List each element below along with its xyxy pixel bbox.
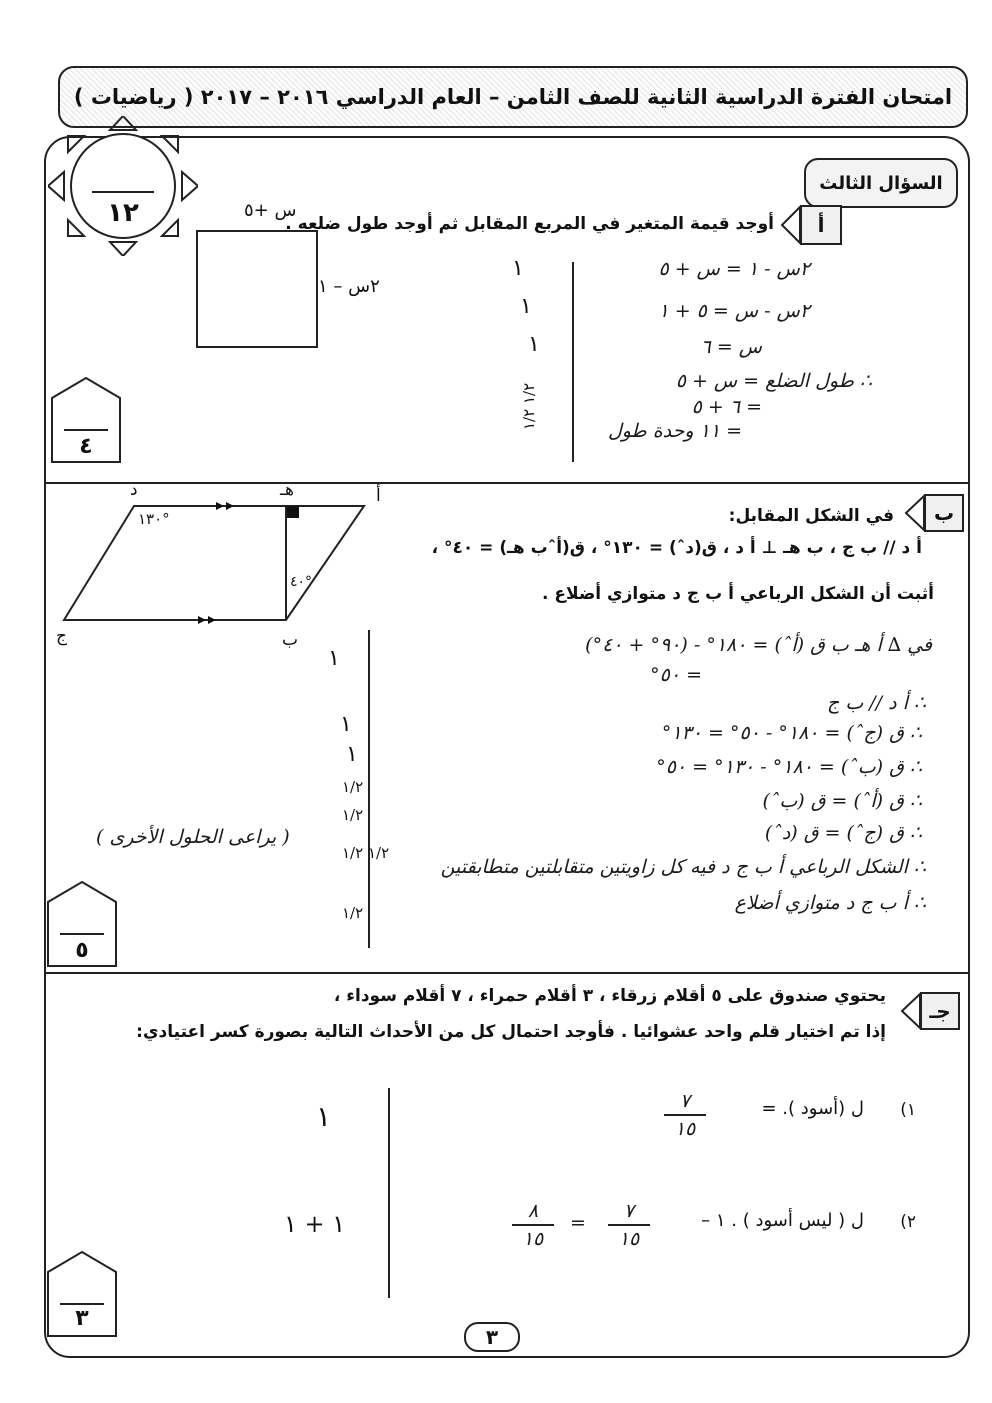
item2-frac1-den: ١٥ <box>618 1228 640 1250</box>
part-b-step: ∴ أ د // ب ج <box>827 692 926 714</box>
part-a-mark: ١ <box>512 256 524 281</box>
fraction-bar <box>664 1114 706 1116</box>
part-a-step: ٢س - ١ = س + ٥ <box>658 258 810 280</box>
item2-frac2-num: ٨ <box>527 1200 539 1222</box>
question-title: السؤال الثالث <box>804 158 958 208</box>
part-b-step: = ٥٠° <box>650 664 702 686</box>
item1-fraction <box>660 1090 710 1140</box>
part-a-arrow <box>780 205 802 245</box>
part-c-line1: يحتوي صندوق على ٥ أقلام زرقاء ، ٣ أقلام حمراء ، ٧ أقلام سوداء ، <box>333 986 886 1006</box>
section-divider <box>44 482 970 484</box>
part-b-step: ∴ ق (أˆ) = ق (بˆ) <box>762 790 922 812</box>
part-b-intro: في الشكل المقابل: <box>728 506 894 526</box>
vertex-label-d: د <box>130 480 138 500</box>
fraction-bar <box>608 1224 650 1226</box>
vertex-label-b: ب <box>282 630 299 650</box>
total-score-seal <box>48 116 198 256</box>
part-b-score: ٥ <box>75 938 89 963</box>
square-figure <box>196 230 318 348</box>
part-c-tab: جـ <box>920 992 960 1030</box>
part-a-mark: ١/٢ ١/٢ <box>520 382 538 430</box>
part-a-step: ∴ طول الضلع = س + ٥ <box>675 370 872 392</box>
angle-label-b: ٤٠° <box>290 574 313 590</box>
section-divider <box>44 972 970 974</box>
part-c-mark: ١ <box>316 1100 332 1133</box>
question-frame <box>44 136 970 1358</box>
vertex-label-h: هـ <box>280 480 294 500</box>
exam-title: امتحان الفترة الدراسية الثانية للصف الثامن – العام الدراسي ٢٠١٦ – ٢٠١٧ ( رياضيات ) <box>73 85 953 109</box>
part-c-mark-rule <box>388 1088 390 1298</box>
item2-frac2-den: ١٥ <box>522 1228 544 1250</box>
item1-frac-num: ٧ <box>679 1090 691 1112</box>
part-b-mark: ١/٢ <box>342 778 364 796</box>
item2-number: ٢) <box>900 1212 916 1232</box>
item2-text: ل ( ليس أسود ) . ١ – <box>701 1210 864 1231</box>
part-c-mark: ١ + ١ <box>284 1210 346 1238</box>
square-top-label: س +٥ <box>244 200 297 221</box>
part-a-prompt: أوجد قيمة المتغير في المربع المقابل ثم أوجد طول ضلعه . <box>285 214 774 234</box>
part-c-arrow <box>900 992 922 1030</box>
part-b-note: ( يراعى الحلول الأخرى ) <box>96 826 290 848</box>
part-b-step: في ∆ أ هـ ب ق (أˆ) = ١٨٠° - (٩٠° + ٤٠°) <box>585 634 932 656</box>
parallelogram-figure <box>56 490 386 640</box>
part-b-mark: ١ <box>340 712 352 737</box>
part-b-step: ∴ ق (بˆ) = ١٨٠° - ١٣٠° = ٥٠° <box>656 756 922 778</box>
part-b-step: ∴ أ ب ج د متوازي أضلاع <box>734 892 926 914</box>
part-a-step: ٢س - س = ٥ + ١ <box>658 300 810 322</box>
vertex-label-j: ج <box>56 626 67 646</box>
square-side-label: ٢س – ١ <box>318 276 380 297</box>
part-b-mark-rule <box>368 630 370 948</box>
item2-equals: = <box>570 1212 586 1234</box>
part-a-step: س = ٦ <box>700 336 762 358</box>
part-a-mark: ١ <box>520 294 532 319</box>
part-b-arrow <box>904 494 926 532</box>
item1-text: ل (أسود ). = <box>761 1098 864 1119</box>
page-number: ٣ <box>464 1322 520 1352</box>
item2-frac1-num: ٧ <box>623 1200 635 1222</box>
part-c-line2: إذا تم اختيار قلم واحد عشوائيا . فأوجد احتمال كل من الأحداث التالية بصورة كسر اعتيادي: <box>136 1022 886 1042</box>
vertex-label-a: أ <box>376 486 381 506</box>
item2-fraction-1 <box>604 1200 654 1250</box>
part-b-tab: ب <box>924 494 964 532</box>
item2-fraction-2 <box>508 1200 558 1250</box>
part-a-score: ٤ <box>79 434 93 459</box>
part-b-mark: ١ <box>328 646 340 671</box>
part-b-step: ∴ ق (جˆ) = ق (دˆ) <box>764 822 922 844</box>
part-b-prove: أثبت أن الشكل الرباعي أ ب ج د متوازي أضلاع . <box>541 584 934 604</box>
part-b-step: ∴ ق (جˆ) = ١٨٠° - ٥٠° = ١٣٠° <box>661 722 922 744</box>
item1-frac-den: ١٥ <box>674 1118 696 1140</box>
part-a-mark: ١ <box>528 332 540 357</box>
part-b-step: ∴ الشكل الرباعي أ ب ج د فيه كل زاويتين متقابلتين متطابقتين <box>440 856 926 878</box>
part-a-mark-rule <box>572 262 574 462</box>
part-b-mark: ١/٢ ١/٢ <box>342 844 390 862</box>
total-score-value: ١٢ <box>107 198 139 228</box>
part-b-givens: أ د // ب ج ، ب هـ ⊥ أ د ، ق(دˆ) = ١٣٠° ، ق(أˆب هـ) = ٤٠° ، <box>431 538 922 558</box>
part-b-mark: ١/٢ <box>342 806 364 824</box>
part-c-score: ٣ <box>75 1306 89 1331</box>
item1-number: ١) <box>900 1100 916 1120</box>
part-a-step: = ١١ وحدة طول <box>607 420 742 442</box>
part-b-mark: ١/٢ <box>342 904 364 922</box>
part-b-mark: ١ <box>346 742 358 767</box>
part-a-step: = ٦ + ٥ <box>691 396 762 418</box>
angle-label-d: ١٣٠° <box>138 510 170 528</box>
fraction-bar <box>512 1224 554 1226</box>
part-a-tab: أ <box>800 205 842 245</box>
